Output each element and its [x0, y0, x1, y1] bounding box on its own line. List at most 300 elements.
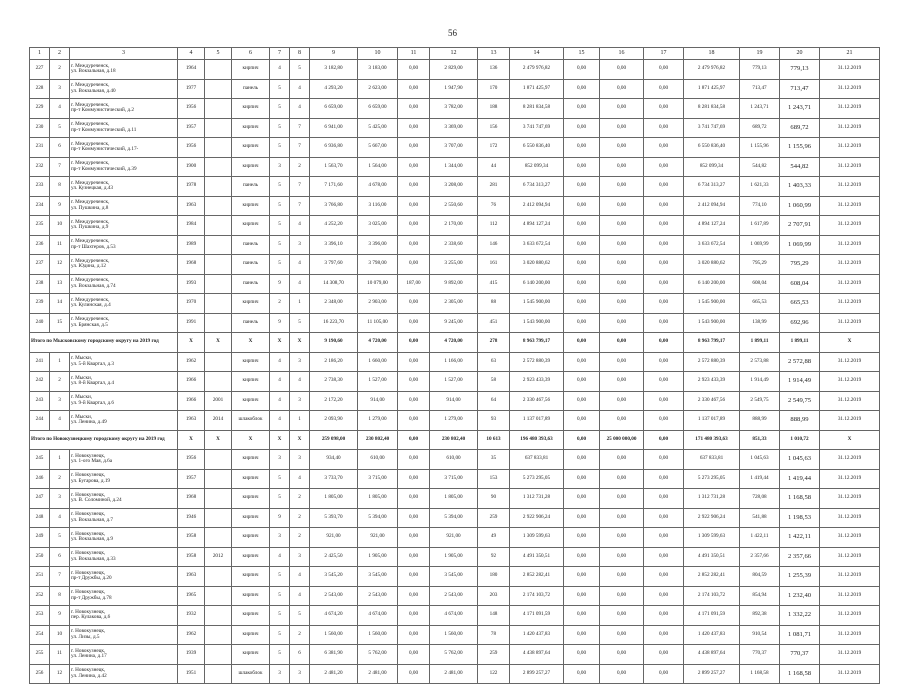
table-cell: 1958 — [178, 528, 205, 548]
table-cell: 1951 — [178, 664, 205, 684]
table-cell: 5 — [270, 489, 290, 509]
table-cell: 0,00 — [600, 411, 644, 431]
table-cell: 9 — [270, 313, 290, 333]
table-cell: 249 — [30, 528, 50, 548]
table-cell: 1 243,71 — [740, 99, 780, 119]
table-cell: 1 914,49 — [740, 372, 780, 392]
table-cell: 544,82 — [740, 157, 780, 177]
table-cell: 0,00 — [564, 645, 600, 665]
table-cell: 7 — [50, 157, 70, 177]
table-cell: 892,38 — [740, 606, 780, 626]
table-cell: 0,00 — [398, 508, 430, 528]
table-cell: кирпич — [232, 99, 270, 119]
total-cell: X — [232, 333, 270, 353]
table-cell: 0,00 — [644, 60, 684, 80]
table-cell: 4 491 350,51 — [510, 547, 564, 567]
table-cell: 31.12.2019 — [820, 547, 880, 567]
table-cell — [205, 489, 232, 509]
table-cell: 4 — [270, 60, 290, 80]
table-cell: 2 543,00 — [310, 586, 358, 606]
table-cell: 2 738,30 — [310, 372, 358, 392]
table-cell: 156 — [478, 118, 510, 138]
table-cell: 0,00 — [644, 313, 684, 333]
table-cell: 229 — [30, 99, 50, 119]
table-cell: шлакоблок — [232, 664, 270, 684]
table-cell: 2 572 880,39 — [684, 352, 740, 372]
table-cell: 0,00 — [644, 118, 684, 138]
table-cell: 31.12.2019 — [820, 294, 880, 314]
table-cell: 0,00 — [398, 352, 430, 372]
address-cell: г. Новокузнецк, ул. Лизы, д.5 — [70, 625, 178, 645]
table-cell: 0,00 — [600, 274, 644, 294]
table-cell: 250 — [30, 547, 50, 567]
table-cell: 31.12.2019 — [820, 664, 880, 684]
table-cell: 1963 — [178, 411, 205, 431]
table-row — [30, 99, 880, 119]
table-cell: 1 871 425,97 — [684, 79, 740, 99]
table-cell: 0,00 — [564, 99, 600, 119]
table-cell: 0,00 — [398, 196, 430, 216]
table-cell: 2 — [290, 528, 310, 548]
table-cell: 188 — [478, 99, 510, 119]
table-cell: 236 — [30, 235, 50, 255]
table-cell: кирпич — [232, 567, 270, 587]
address-cell: г. Мыски, ул. Ленина, д.49 — [70, 411, 178, 431]
table-cell: 637 833,81 — [684, 450, 740, 470]
table-cell: 2 550,60 — [430, 196, 478, 216]
table-cell: 1 155,96 — [740, 138, 780, 158]
table-cell: 122 — [478, 664, 510, 684]
table-cell: кирпич — [232, 196, 270, 216]
table-cell: кирпич — [232, 372, 270, 392]
table-cell: 3 396,10 — [310, 235, 358, 255]
address-cell: г. Новокузнецк, пер. Кулакова, д.6 — [70, 606, 178, 626]
table-cell: 11 105,00 — [358, 313, 398, 333]
address-cell: г. Междуреченск, пр-т Коммунистический, д.2 — [70, 99, 178, 119]
table-body — [30, 48, 880, 684]
total-cell: 0,00 — [398, 430, 430, 450]
table-cell: 9 892,00 — [430, 274, 478, 294]
table-cell: 146 — [478, 235, 510, 255]
address-cell: г. Новокузнецк, пр-т Дружбы, д.78 — [70, 586, 178, 606]
table-cell: 1 243,71 — [780, 99, 820, 119]
table-cell: 0,00 — [600, 508, 644, 528]
table-cell: панель — [232, 177, 270, 197]
table-cell: 0,00 — [564, 664, 600, 684]
column-header: 20 — [780, 48, 820, 60]
table-cell: 13 — [50, 274, 70, 294]
table-cell: 227 — [30, 60, 50, 80]
table-cell: 8 — [50, 177, 70, 197]
table-cell: 231 — [30, 138, 50, 158]
table-cell: 6 734 313,27 — [510, 177, 564, 197]
table-cell: 4 — [270, 391, 290, 411]
table-cell: 31.12.2019 — [820, 196, 880, 216]
table-cell: 0,00 — [398, 60, 430, 80]
table-cell: 3 715,00 — [430, 469, 478, 489]
table-row — [30, 528, 880, 548]
address-cell: г. Мыски, ул. 8-й Квартал, д.4 — [70, 372, 178, 392]
table-cell: 2 357,66 — [780, 547, 820, 567]
table-cell: 2 330 467,56 — [510, 391, 564, 411]
table-cell: 2 922 906,24 — [510, 508, 564, 528]
column-header: 12 — [430, 48, 478, 60]
table-cell: 251 — [30, 567, 50, 587]
table-cell: 247 — [30, 489, 50, 509]
total-cell: 0,00 — [644, 430, 684, 450]
address-cell: г. Междуреченск, пр-т Коммунистический, д.11 — [70, 118, 178, 138]
table-row — [30, 294, 880, 314]
table-cell: 0,00 — [564, 177, 600, 197]
table-cell: 1989 — [178, 235, 205, 255]
table-cell: 2 852 282,41 — [684, 567, 740, 587]
table-cell: 6 — [50, 547, 70, 567]
table-cell: 3 782,00 — [430, 99, 478, 119]
table-cell: 0,00 — [600, 60, 644, 80]
total-cell: 10 613 — [478, 430, 510, 450]
table-cell: 3 116,00 — [358, 196, 398, 216]
table-cell: 5 — [270, 118, 290, 138]
table-cell — [205, 606, 232, 626]
total-cell: 1 899,11 — [740, 333, 780, 353]
total-cell: X — [232, 430, 270, 450]
table-cell: 0,00 — [600, 606, 644, 626]
table-cell: 3 255,00 — [430, 255, 478, 275]
table-cell: 2 549,75 — [780, 391, 820, 411]
table-cell: 5 273 295,05 — [510, 469, 564, 489]
table-cell: 1 419,44 — [780, 469, 820, 489]
table-cell: 0,00 — [564, 196, 600, 216]
table-cell: 5 394,00 — [430, 508, 478, 528]
table-cell: 76 — [478, 196, 510, 216]
table-cell: 0,00 — [644, 274, 684, 294]
table-cell: 2 — [290, 508, 310, 528]
table-cell — [205, 313, 232, 333]
table-cell: 1 255,39 — [780, 567, 820, 587]
table-row — [30, 138, 880, 158]
table-cell: 14 — [50, 294, 70, 314]
table-cell: 1 527,00 — [358, 372, 398, 392]
table-cell — [205, 372, 232, 392]
table-cell: 256 — [30, 664, 50, 684]
table-cell: 4 491 350,51 — [684, 547, 740, 567]
table-cell: 1 560,00 — [310, 625, 358, 645]
table-cell — [205, 528, 232, 548]
table-cell: 0,00 — [644, 177, 684, 197]
table-cell: 31.12.2019 — [820, 489, 880, 509]
table-cell: 12 — [50, 664, 70, 684]
table-cell: 12 — [50, 255, 70, 275]
table-cell: 31.12.2019 — [820, 508, 880, 528]
table-cell: 5 393,70 — [310, 508, 358, 528]
table-cell: 1 563,70 — [310, 157, 358, 177]
table-cell: кирпич — [232, 391, 270, 411]
table-cell: 3 — [270, 664, 290, 684]
table-cell: 852 099,34 — [684, 157, 740, 177]
table-cell: 259 — [478, 645, 510, 665]
table-cell: 1 168,58 — [780, 664, 820, 684]
table-cell: 0,00 — [564, 606, 600, 626]
table-cell: 0,00 — [600, 625, 644, 645]
column-header: 4 — [178, 48, 205, 60]
table-cell: 2 923 433,39 — [510, 372, 564, 392]
table-cell: 888,99 — [780, 411, 820, 431]
table-cell — [205, 567, 232, 587]
table-cell: 5 — [270, 235, 290, 255]
table-cell: 2 573,88 — [740, 352, 780, 372]
table-cell: 2 899 257,27 — [684, 664, 740, 684]
table-cell: 665,53 — [740, 294, 780, 314]
table-cell: 2 543,00 — [430, 586, 478, 606]
column-header: 7 — [270, 48, 290, 60]
table-cell: 1 617,89 — [740, 216, 780, 236]
table-cell: 1 344,00 — [430, 157, 478, 177]
table-cell: 1 — [50, 352, 70, 372]
table-cell: 5 762,00 — [358, 645, 398, 665]
table-cell: 0,00 — [398, 606, 430, 626]
table-row — [30, 274, 880, 294]
table-cell: 3 798,00 — [358, 255, 398, 275]
total-cell: X — [270, 430, 290, 450]
table-cell: 254 — [30, 625, 50, 645]
table-cell: 1956 — [178, 138, 205, 158]
table-cell: 0,00 — [564, 235, 600, 255]
table-cell: 2 899 257,27 — [510, 664, 564, 684]
table-cell: 0,00 — [564, 294, 600, 314]
table-cell: 0,00 — [644, 489, 684, 509]
table-cell: 0,00 — [398, 79, 430, 99]
table-cell: 5 667,00 — [358, 138, 398, 158]
table-cell: 5 762,00 — [430, 645, 478, 665]
table-cell: 3 369,00 — [430, 118, 478, 138]
table-cell: 2 572 880,39 — [510, 352, 564, 372]
address-cell: г. Новокузнецк, ул. Вокзальная, д.9 — [70, 528, 178, 548]
table-cell: 237 — [30, 255, 50, 275]
total-row — [30, 430, 880, 450]
table-cell: 78 — [478, 625, 510, 645]
table-cell: 2 172,20 — [310, 391, 358, 411]
table-cell — [205, 625, 232, 645]
table-cell: 1 — [290, 411, 310, 431]
table-cell: 0,00 — [398, 235, 430, 255]
table-cell: 15 — [50, 313, 70, 333]
table-cell: 31.12.2019 — [820, 606, 880, 626]
table-cell: 0,00 — [600, 391, 644, 411]
address-cell: г. Новокузнецк, ул. Ленина, д.42 — [70, 664, 178, 684]
table-cell — [205, 196, 232, 216]
table-row — [30, 79, 880, 99]
table-cell: 3 — [290, 391, 310, 411]
table-cell: 1 545 900,00 — [510, 294, 564, 314]
table-cell: 3 — [290, 664, 310, 684]
table-cell: 16 223,70 — [310, 313, 358, 333]
table-cell: 0,00 — [600, 313, 644, 333]
table-cell — [205, 450, 232, 470]
address-cell: г. Междуреченск, ул. Вокзальная, д.18 — [70, 60, 178, 80]
table-cell — [205, 508, 232, 528]
total-cell: X — [205, 333, 232, 353]
table-cell: 637 833,81 — [510, 450, 564, 470]
total-label: Итого по Новокузнецкому городскому округу на 2019 год — [30, 430, 178, 450]
table-cell: 2 338,60 — [430, 235, 478, 255]
table-cell: 1 279,00 — [430, 411, 478, 431]
table-row — [30, 567, 880, 587]
table-cell: 0,00 — [600, 118, 644, 138]
table-cell: 0,00 — [398, 118, 430, 138]
page-number: 56 — [448, 28, 457, 38]
table-cell: 2 903,00 — [358, 294, 398, 314]
table-cell: 3 766,80 — [310, 196, 358, 216]
table-cell: 3 — [50, 489, 70, 509]
column-header: 17 — [644, 48, 684, 60]
table-cell: 4 — [290, 586, 310, 606]
table-cell: 7 171,60 — [310, 177, 358, 197]
table-cell: 1958 — [178, 547, 205, 567]
address-cell: г. Междуреченск, ул. Юдина, д.12 — [70, 255, 178, 275]
table-cell: 5 425,00 — [358, 118, 398, 138]
table-cell: 1 069,99 — [740, 235, 780, 255]
table-cell: панель — [232, 313, 270, 333]
table-cell — [205, 177, 232, 197]
table-cell: 3 — [50, 391, 70, 411]
table-cell: 148 — [478, 606, 510, 626]
table-cell: 0,00 — [600, 99, 644, 119]
table-cell: 0,00 — [564, 255, 600, 275]
table-cell: 1 069,99 — [780, 235, 820, 255]
column-header: 14 — [510, 48, 564, 60]
table-cell: 1 805,00 — [358, 489, 398, 509]
column-header: 2 — [50, 48, 70, 60]
table-cell: 4 — [270, 547, 290, 567]
total-cell: X — [290, 333, 310, 353]
table-cell: 6 550 836,40 — [510, 138, 564, 158]
table-cell: 2 923 433,39 — [684, 372, 740, 392]
table-cell: 8 281 834,58 — [510, 99, 564, 119]
total-cell: 171 480 393,63 — [684, 430, 740, 450]
address-cell: г. Междуреченск, пр-т Шахтеров, д.53 — [70, 235, 178, 255]
table-cell: 3 741 747,69 — [510, 118, 564, 138]
table-row — [30, 489, 880, 509]
table-cell: 1 905,00 — [358, 547, 398, 567]
table-cell: 6 734 313,27 — [684, 177, 740, 197]
table-cell: 112 — [478, 216, 510, 236]
table-cell: 5 — [270, 138, 290, 158]
table-cell: 64 — [478, 391, 510, 411]
table-cell: 1 081,71 — [780, 625, 820, 645]
table-cell: 1964 — [178, 60, 205, 80]
table-cell: 0,00 — [600, 294, 644, 314]
total-cell: 9 190,60 — [310, 333, 358, 353]
table-cell: 153 — [478, 469, 510, 489]
table-cell: 770,37 — [740, 645, 780, 665]
table-cell: 0,00 — [600, 586, 644, 606]
table-cell: 3 — [50, 79, 70, 99]
table-cell: 1962 — [178, 352, 205, 372]
column-header: 9 — [310, 48, 358, 60]
table-cell: панель — [232, 255, 270, 275]
table-cell: 31.12.2019 — [820, 60, 880, 80]
total-cell: X — [270, 333, 290, 353]
table-cell: 4 678,00 — [358, 177, 398, 197]
table-cell: 1968 — [178, 255, 205, 275]
table-cell: 4 894 127,24 — [510, 216, 564, 236]
table-cell: 1 137 017,89 — [510, 411, 564, 431]
table-cell: 1 060,99 — [780, 196, 820, 216]
table-cell: 4 — [290, 216, 310, 236]
table-cell: 31.12.2019 — [820, 274, 880, 294]
total-cell: 4 720,00 — [430, 333, 478, 353]
table-cell: 6 140 200,00 — [510, 274, 564, 294]
table-cell: 2 549,75 — [740, 391, 780, 411]
table-cell: 31.12.2019 — [820, 99, 880, 119]
table-cell: кирпич — [232, 118, 270, 138]
column-header: 1 — [30, 48, 50, 60]
table-cell: 31.12.2019 — [820, 138, 880, 158]
table-cell: 1 — [290, 294, 310, 314]
table-cell: 0,00 — [398, 625, 430, 645]
table-cell: 259 — [478, 508, 510, 528]
table-cell: 6 659,00 — [358, 99, 398, 119]
table-cell: 31.12.2019 — [820, 79, 880, 99]
table-cell: 172 — [478, 138, 510, 158]
table-cell: кирпич — [232, 60, 270, 80]
table-cell: 0,00 — [398, 177, 430, 197]
table-cell: 3 707,00 — [430, 138, 478, 158]
table-cell: 1 332,22 — [780, 606, 820, 626]
table-cell — [205, 645, 232, 665]
table-cell: 4 — [50, 411, 70, 431]
table-cell: 3 — [290, 547, 310, 567]
table-cell: 0,00 — [564, 313, 600, 333]
table-cell: 3 741 747,69 — [684, 118, 740, 138]
table-cell: 921,00 — [310, 528, 358, 548]
table-cell: 1 545 900,00 — [684, 294, 740, 314]
table-cell: 5 — [270, 625, 290, 645]
table-cell: 5 — [270, 255, 290, 275]
table-cell: 1 621,33 — [740, 177, 780, 197]
table-cell: 0,00 — [564, 586, 600, 606]
table-cell: панель — [232, 274, 270, 294]
total-cell: 1 899,11 — [780, 333, 820, 353]
table-cell: 1 947,90 — [430, 79, 478, 99]
table-row — [30, 547, 880, 567]
table-cell: 1932 — [178, 606, 205, 626]
table-cell: 7 — [290, 118, 310, 138]
table-cell: 934,40 — [310, 450, 358, 470]
table-cell: 31.12.2019 — [820, 313, 880, 333]
table-cell: 4 — [270, 372, 290, 392]
table-cell: 31.12.2019 — [820, 625, 880, 645]
table-cell: 31.12.2019 — [820, 372, 880, 392]
table-cell: 136 — [478, 60, 510, 80]
table-cell: 0,00 — [600, 567, 644, 587]
table-cell: 1991 — [178, 313, 205, 333]
table-cell: 2 093,90 — [310, 411, 358, 431]
table-cell: 795,29 — [740, 255, 780, 275]
table-cell: 161 — [478, 255, 510, 275]
table-cell: 0,00 — [644, 469, 684, 489]
table-cell: 0,00 — [600, 664, 644, 684]
table-row — [30, 411, 880, 431]
table-cell: 31.12.2019 — [820, 645, 880, 665]
table-row — [30, 216, 880, 236]
table-cell: 541,88 — [740, 508, 780, 528]
table-cell: 4 171 091,59 — [684, 606, 740, 626]
table-cell: 31.12.2019 — [820, 469, 880, 489]
table-cell: 888,99 — [740, 411, 780, 431]
table-cell: 3 020 880,62 — [510, 255, 564, 275]
table-cell: 774,10 — [740, 196, 780, 216]
